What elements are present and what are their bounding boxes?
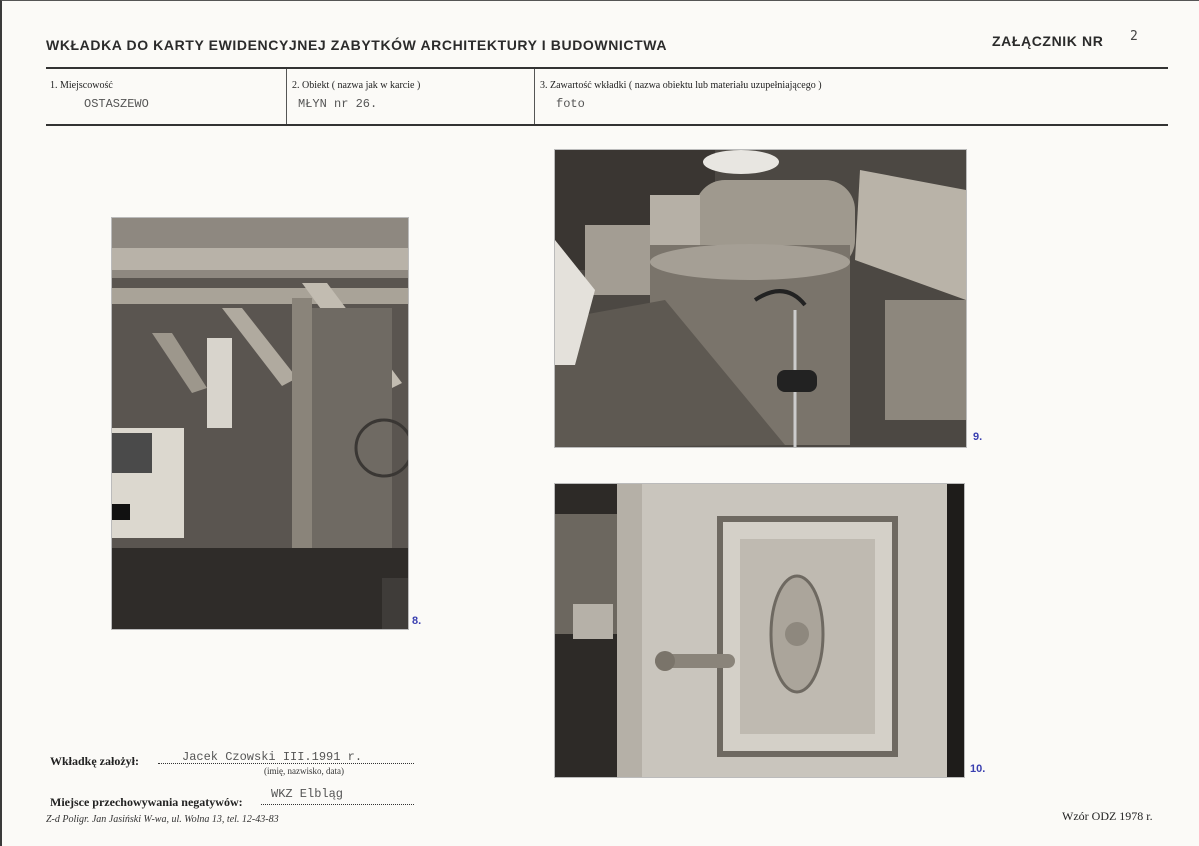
photo-mill-equipment — [554, 149, 967, 448]
negatives-label: Miejsce przechowywania negatywów: — [50, 795, 243, 809]
contents-value: foto — [556, 97, 585, 111]
document-title: WKŁADKA DO KARTY EWIDENCYJNEJ ZABYTKÓW ARCHITEKTURY I BUDOWNICTWA — [46, 37, 668, 53]
photo-number: 9. — [973, 431, 983, 443]
negatives-value: WKZ Elbląg — [271, 787, 344, 801]
form-pattern: Wzór ODZ 1978 r. — [1062, 809, 1153, 823]
negatives-line — [261, 804, 414, 805]
object-label: 2. Obiekt ( nazwa jak w karcie ) — [292, 80, 421, 91]
photo-number: 10. — [970, 763, 986, 775]
created-by-value: Jacek Czowski III.1991 r. — [182, 750, 363, 764]
annex-number: 2 — [1130, 29, 1138, 44]
created-by-label: Wkładkę założył: — [50, 754, 139, 768]
photo-mill-interior — [111, 217, 409, 630]
locality-label: 1. Miejscowość — [50, 80, 113, 91]
created-by-hint: (imię, nazwisko, data) — [264, 766, 344, 776]
contents-label: 3. Zawartość wkładki ( nazwa obiektu lub materiału uzupełniającego ) — [540, 80, 822, 91]
field-separator — [286, 69, 287, 124]
object-value: MŁYN nr 26. — [298, 97, 378, 111]
header-rule-bottom — [46, 124, 1168, 126]
photo-panel-door — [554, 483, 965, 778]
field-separator — [534, 69, 535, 124]
printer-imprint: Z-d Poligr. Jan Jasiński W-wa, ul. Wolna 13, tel. 12-43-83 — [46, 814, 279, 825]
annex-label: ZAŁĄCZNIK NR — [992, 33, 1104, 49]
header-rule-top — [46, 67, 1168, 69]
locality-value: OSTASZEWO — [84, 97, 149, 111]
photo-number: 8. — [412, 615, 422, 627]
